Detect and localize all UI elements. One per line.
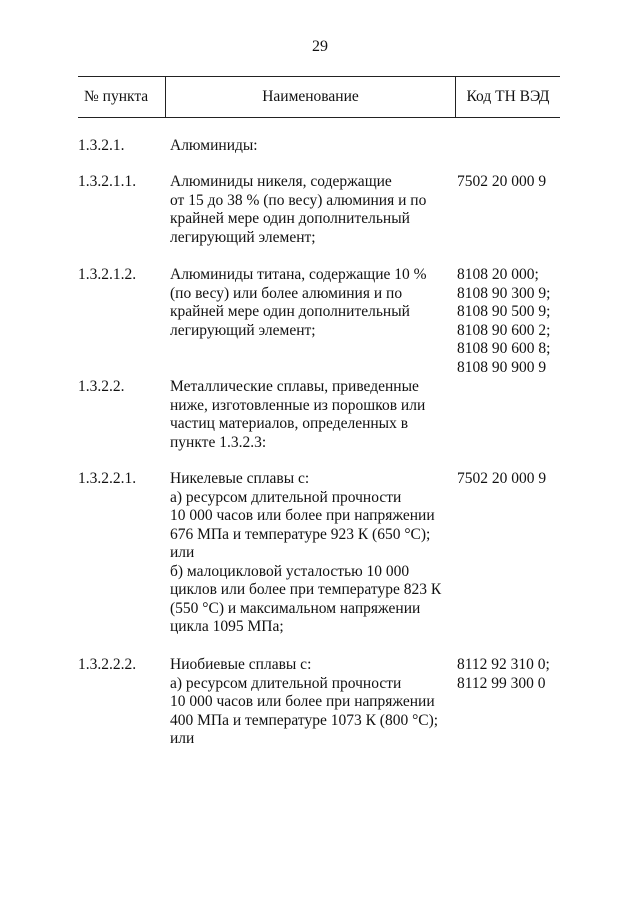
item-name-line: (по весу) или более алюминия и по	[170, 284, 403, 302]
item-number: 1.3.2.1.	[78, 137, 125, 154]
item-name-line: 400 МПа и температуре 1073 К (800 °С);	[170, 711, 439, 729]
item-number: 1.3.2.2.2.	[78, 656, 137, 673]
item-name-line: Никелевые сплавы с:	[170, 470, 310, 487]
item-number: 1.3.2.1.1.	[78, 173, 137, 190]
column-header-number: № пункта	[84, 88, 149, 105]
item-name-line: крайней мере один дополнительный	[170, 210, 410, 227]
item-code-line: 8108 90 600 2;	[457, 321, 551, 339]
item-code-line: 8108 90 900 9	[457, 358, 547, 376]
item-name-line: или	[170, 544, 195, 561]
item-code-line: 7502 20 000 9	[457, 173, 547, 190]
item-code-line: 8108 90 500 9;	[457, 303, 551, 320]
item-name-line: ниже, изготовленные из порошков или	[170, 396, 426, 414]
item-name-line: пункте 1.3.2.3:	[170, 433, 267, 451]
item-number: 1.3.2.1.2.	[78, 266, 137, 283]
item-name-line: легирующий элемент;	[170, 228, 316, 246]
item-name-line: Ниобиевые сплавы с:	[170, 656, 312, 673]
page-number: 29	[312, 38, 328, 55]
item-name-line: легирующий элемент;	[170, 321, 316, 339]
item-code	[457, 173, 546, 192]
column-header-name: Наименование	[262, 88, 359, 105]
item-code	[457, 266, 550, 377]
item-code-line: 8112 92 310 0;	[457, 656, 550, 673]
item-code-line: 7502 20 000 9	[457, 470, 547, 487]
item-name-line: 10 000 часов или более при напряжении	[170, 507, 435, 524]
item-name-line: 676 МПа и температуре 923 К (650 °С);	[170, 525, 431, 543]
item-code-line: 8112 99 300 0	[457, 674, 546, 692]
item-name	[170, 378, 455, 452]
column-header-code: Код ТН ВЭД	[466, 88, 550, 105]
item-name-line: цикла 1095 МПа;	[170, 618, 284, 635]
item-name-line: (550 °С) и максимальном напряжении	[170, 599, 421, 617]
item-name-line: а) ресурсом длительной прочности	[170, 674, 402, 692]
item-name-line: Алюминиды титана, содержащие 10 %	[170, 266, 427, 283]
item-name-line: крайней мере один дополнительный	[170, 303, 410, 320]
item-code-line: 8108 20 000;	[457, 266, 539, 283]
item-name-line: а) ресурсом длительной прочности	[170, 488, 402, 506]
item-code	[457, 470, 546, 489]
item-code	[457, 656, 550, 693]
item-name-line: Алюминиды никеля, содержащие	[170, 173, 392, 190]
item-code-line: 8108 90 300 9;	[457, 284, 551, 302]
item-name-line: Алюминиды:	[170, 137, 258, 154]
item-name-line: 10 000 часов или более при напряжении	[170, 693, 435, 710]
item-name-line: от 15 до 38 % (по весу) алюминия и по	[170, 191, 427, 209]
item-name-line: частиц материалов, определенных в	[170, 415, 409, 432]
item-code-line: 8108 90 600 8;	[457, 340, 551, 357]
item-name	[170, 656, 455, 749]
table-header-bottom-rule	[78, 117, 560, 118]
item-number: 1.3.2.2.	[78, 378, 125, 395]
item-name-line: циклов или более при температуре 823 К	[170, 581, 442, 598]
item-name-line: Металлические сплавы, приведенные	[170, 378, 419, 395]
item-name	[170, 137, 455, 156]
item-name	[170, 173, 455, 247]
item-name-line: или	[170, 730, 195, 747]
item-name	[170, 470, 455, 637]
item-name	[170, 266, 455, 340]
item-name-line: б) малоцикловой усталостью 10 000	[170, 562, 410, 580]
table-header-top-rule	[78, 76, 560, 77]
item-number: 1.3.2.2.1.	[78, 470, 137, 487]
